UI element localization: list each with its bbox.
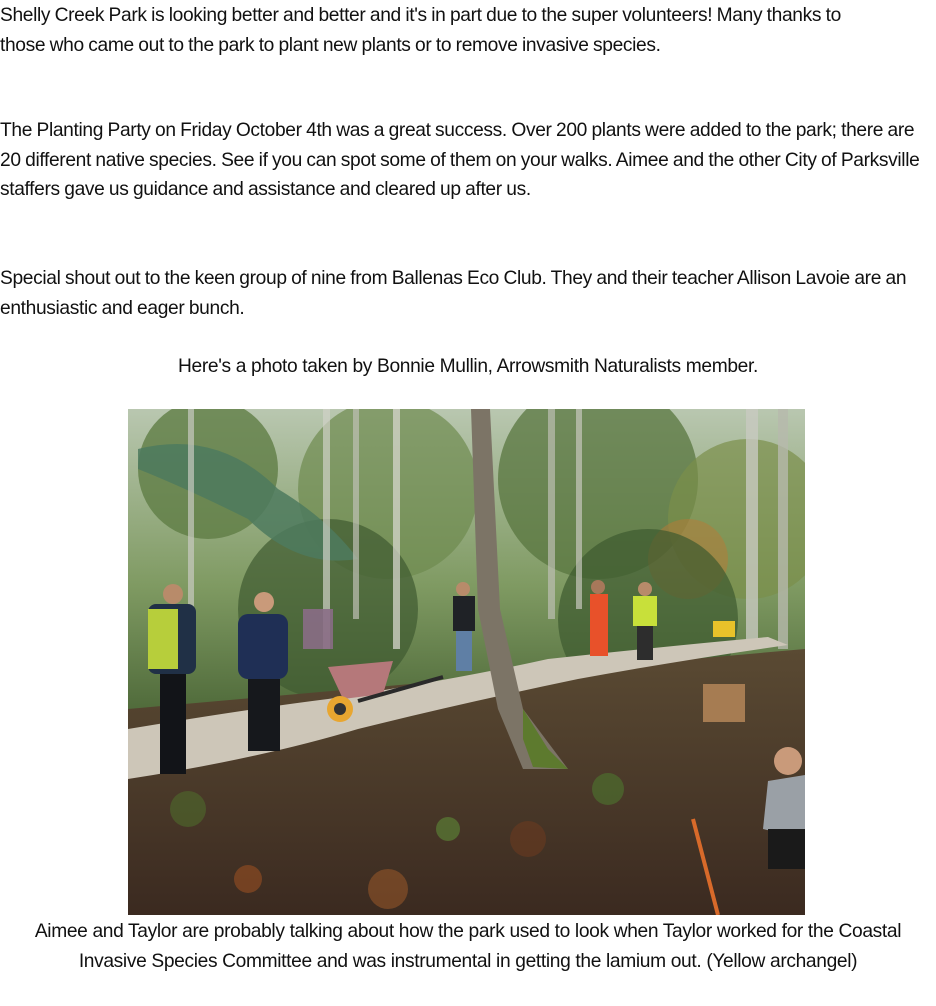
photo-illustration (128, 409, 805, 915)
intro-paragraph: Shelly Creek Park is looking better and better and it's in part due to the super volunteers! Many thanks to those who came out to the park to plant new plants or to remove invasive species. (0, 5, 841, 56)
photo-caption: Aimee and Taylor are probably talking about how the park used to look when Taylor worked for the Coastal Invasive Species Committee and was instrumental in getting the lamium out. (Yellow archangel) (34, 921, 902, 972)
planting-party-paragraph: The Planting Party on Friday October 4th was a great success. Over 200 plants were added to the park; there are 20 different native species. See if you can spot some of them on your walks. Aimee and the other City of Parksville staffers gave us guidance and assistance and cleared up after us. (0, 120, 920, 200)
photo-credit: Here's a photo taken by Bonnie Mullin, Arrowsmith Naturalists member. (178, 356, 758, 377)
volunteers-photo (128, 409, 805, 915)
eco-club-paragraph: Special shout out to the keen group of nine from Ballenas Eco Club. They and their teacher Allison Lavoie are an enthusiastic and eager bunch. (0, 268, 907, 319)
